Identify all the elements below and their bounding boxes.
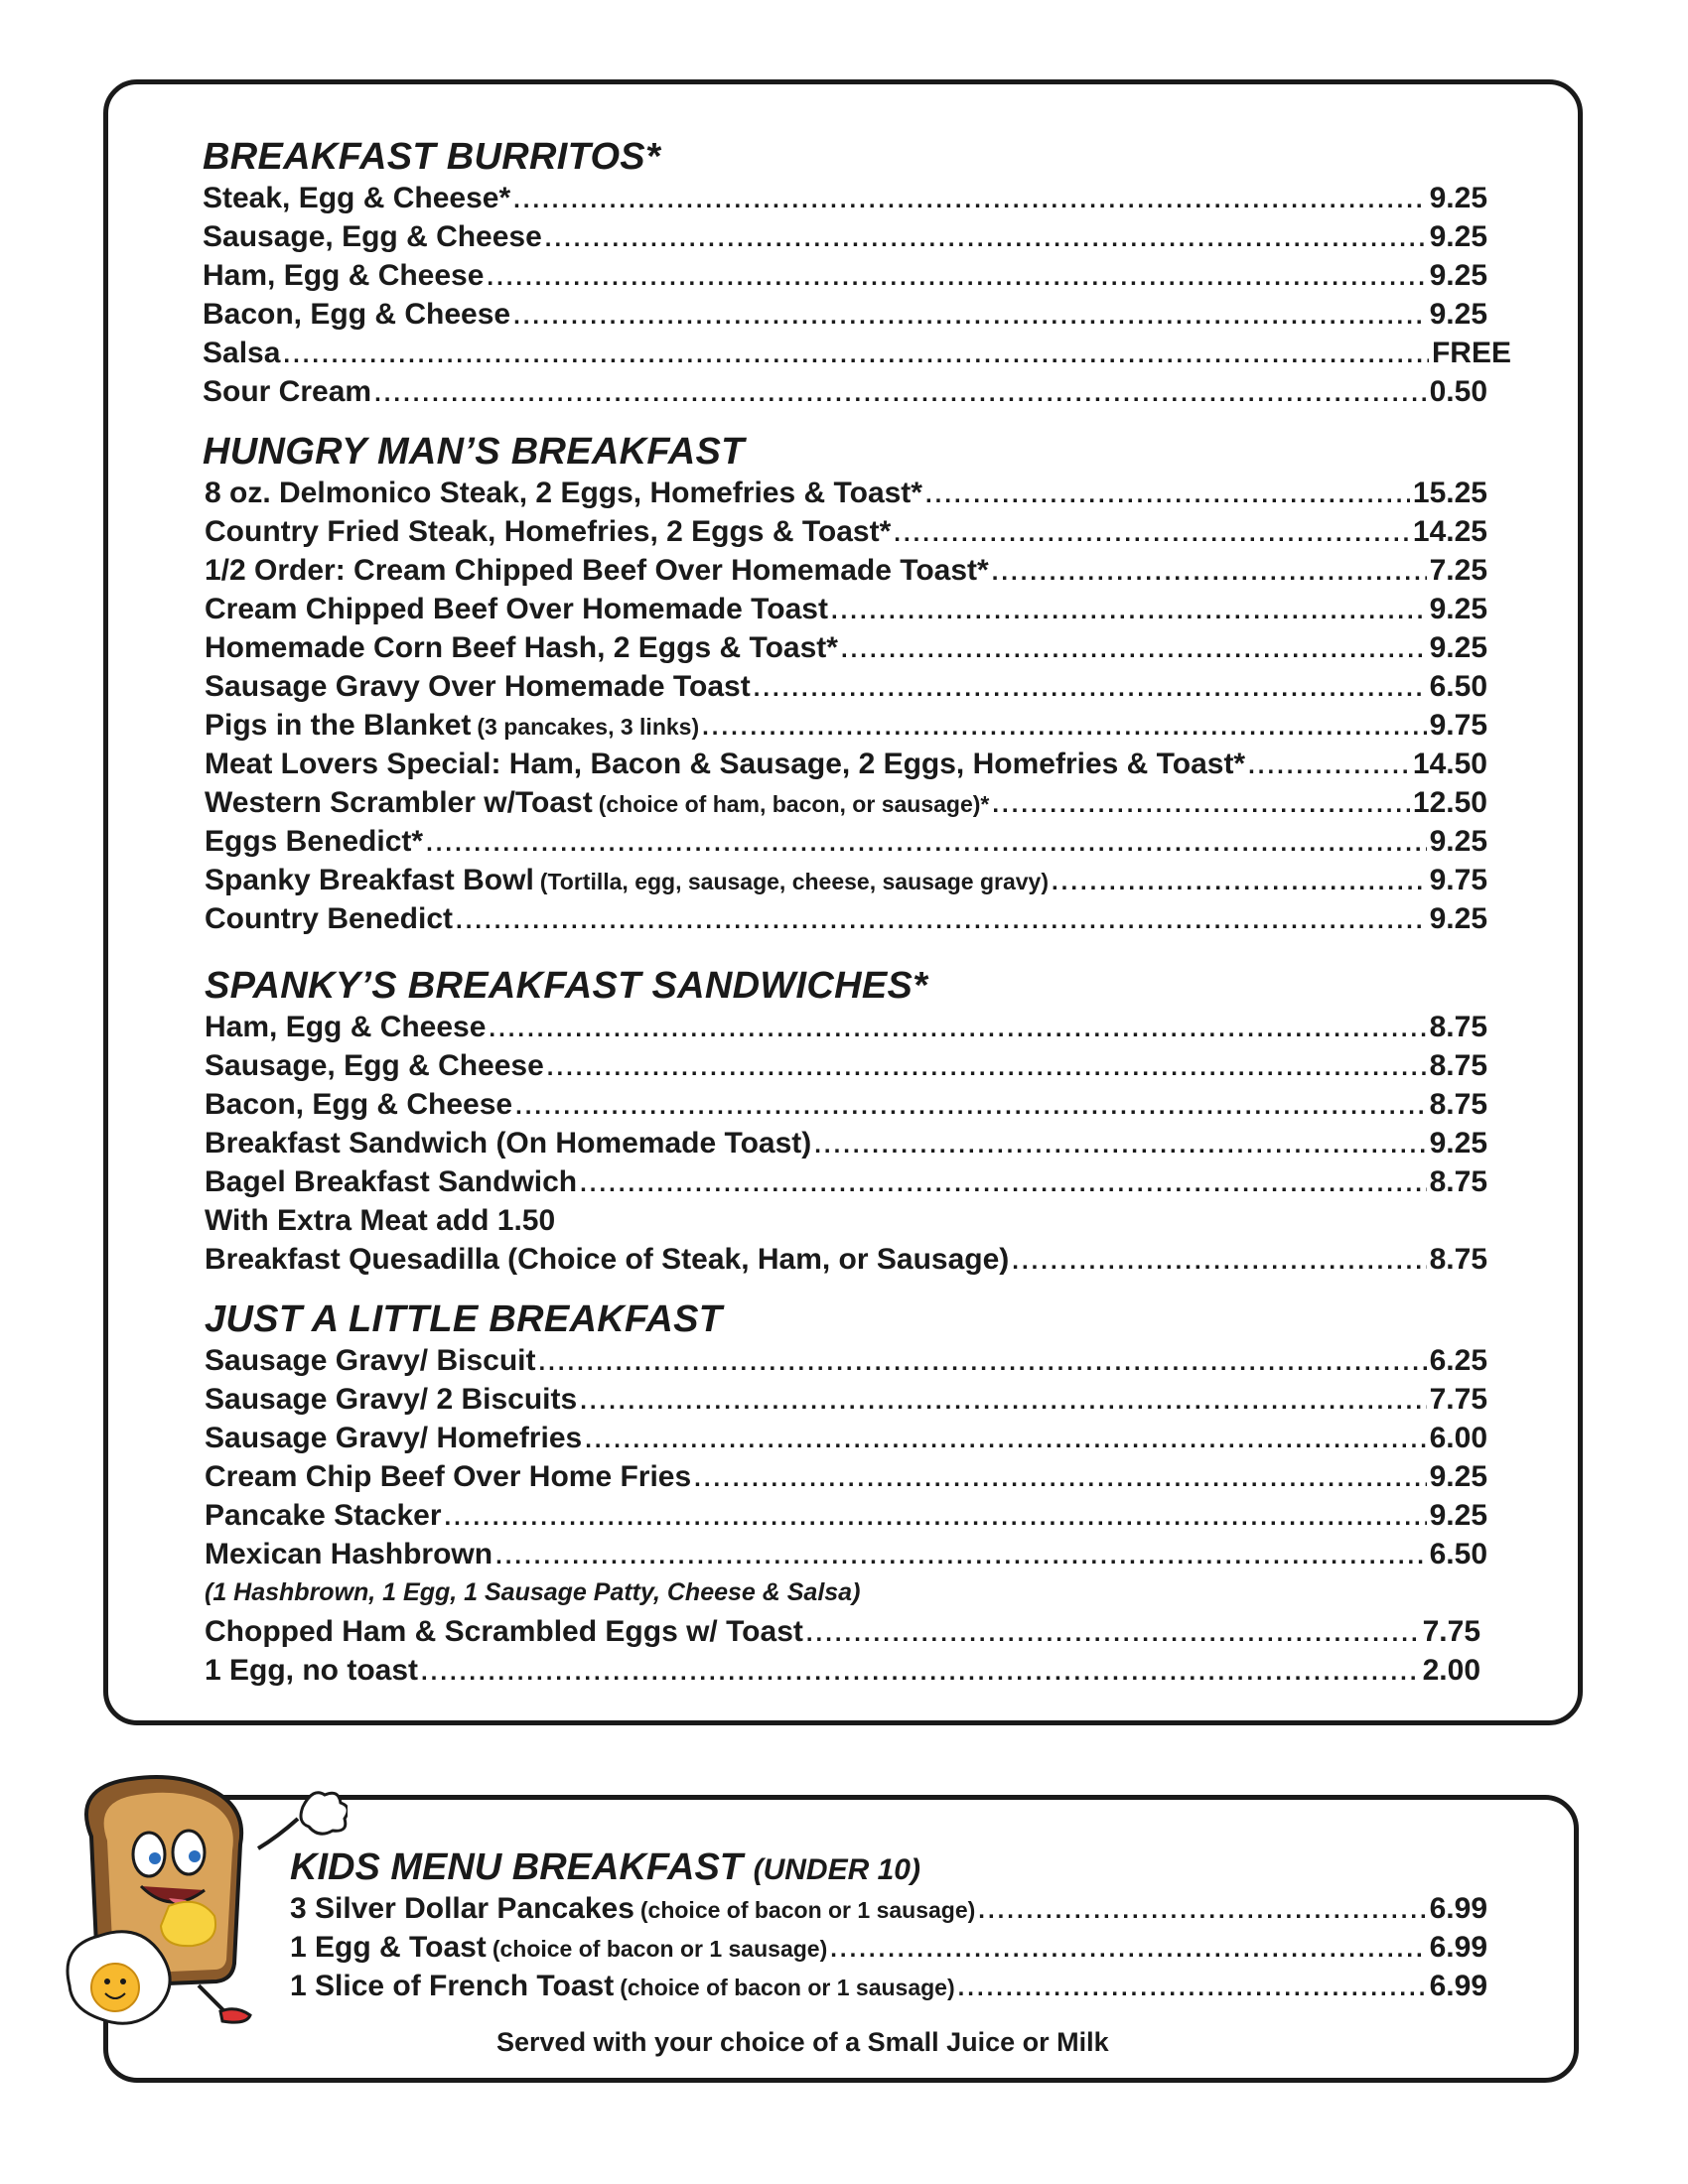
- menu-item: Mexican Hashbrown ..... 6.50: [205, 1540, 1487, 1570]
- kids-section-title: KIDS MENU BREAKFAST (UNDER 10): [290, 1846, 920, 1888]
- fried-egg-icon: [68, 1932, 170, 2023]
- menu-item: Sausage, Egg & Cheese ..... 8.75: [205, 1051, 1487, 1081]
- section-title-sandwiches: SPANKY’S BREAKFAST SANDWICHES*: [205, 965, 928, 1007]
- menu-item: Cream Chip Beef Over Home Fries ..... 9.25: [205, 1462, 1487, 1492]
- menu-item: Ham, Egg & Cheese ..... 9.25: [203, 261, 1487, 291]
- menu-item: 1 Slice of French Toast (choice of bacon or 1 sausage) ..... 6.99: [290, 1972, 1487, 2001]
- menu-item: Steak, Egg & Cheese* ..... 9.25: [203, 184, 1487, 213]
- menu-item: Sausage Gravy/ Homefries ..... 6.00: [205, 1424, 1487, 1453]
- menu-item: Bagel Breakfast Sandwich ..... 8.75: [205, 1167, 1487, 1197]
- section-title-little-breakfast: JUST A LITTLE BREAKFAST: [205, 1298, 723, 1340]
- kids-footer-note: Served with your choice of a Small Juice or Milk: [496, 2027, 1109, 2057]
- section-title-hungry-man: HUNGRY MAN’S BREAKFAST: [203, 431, 745, 473]
- menu-item: Pigs in the Blanket (3 pancakes, 3 links) ..... 9.75: [205, 711, 1487, 741]
- menu-item: Pancake Stacker ..... 9.25: [205, 1501, 1487, 1531]
- menu-item: Homemade Corn Beef Hash, 2 Eggs & Toast* ..... 9.25: [205, 633, 1487, 663]
- waving-hand-icon: [258, 1793, 348, 1848]
- menu-item: Spanky Breakfast Bowl (Tortilla, egg, sausage, cheese, sausage gravy) ..... 9.75: [205, 866, 1487, 895]
- extra-meat-note: With Extra Meat add 1.50: [205, 1204, 556, 1237]
- menu-item: Ham, Egg & Cheese ..... 8.75: [205, 1013, 1487, 1042]
- menu-item: Sausage Gravy Over Homemade Toast ..... 6.50: [205, 672, 1487, 702]
- menu-item: 1/2 Order: Cream Chipped Beef Over Homemade Toast* ..... 7.25: [205, 556, 1487, 586]
- menu-item: 1 Egg, no toast ..... 2.00: [205, 1656, 1480, 1686]
- menu-item: Country Benedict ..... 9.25: [205, 904, 1487, 934]
- menu-item: Sour Cream ..... 0.50: [203, 377, 1487, 407]
- menu-item: Salsa ..... FREE: [203, 339, 1511, 368]
- menu-item: 8 oz. Delmonico Steak, 2 Eggs, Homefries & Toast* ..... 15.25: [205, 478, 1487, 508]
- menu-item: 3 Silver Dollar Pancakes (choice of bacon or 1 sausage) ..... 6.99: [290, 1894, 1487, 1924]
- menu-item: Breakfast Sandwich (On Homemade Toast) ..... 9.25: [205, 1129, 1487, 1159]
- hashbrown-note: (1 Hashbrown, 1 Egg, 1 Sausage Patty, Cheese & Salsa): [205, 1578, 861, 1606]
- menu-item: Sausage Gravy/ Biscuit ..... 6.25: [205, 1346, 1487, 1376]
- toast-mascot-illustration: [50, 1767, 348, 2035]
- menu-item: Chopped Ham & Scrambled Eggs w/ Toast ..... 7.75: [205, 1617, 1480, 1647]
- menu-item: Country Fried Steak, Homefries, 2 Eggs & Toast* ..... 14.25: [205, 517, 1487, 547]
- menu-item: Breakfast Quesadilla (Choice of Steak, Ham, or Sausage) ..... 8.75: [205, 1245, 1487, 1275]
- menu-item: Bacon, Egg & Cheese ..... 8.75: [205, 1090, 1487, 1120]
- menu-item: Cream Chipped Beef Over Homemade Toast ..... 9.25: [205, 595, 1487, 624]
- section-title-burritos: BREAKFAST BURRITOS*: [203, 136, 661, 178]
- menu-item: Western Scrambler w/Toast (choice of ham, bacon, or sausage)* ..... 12.50: [205, 788, 1487, 818]
- menu-item: 1 Egg & Toast (choice of bacon or 1 sausage) ..... 6.99: [290, 1933, 1487, 1963]
- menu-item: Sausage, Egg & Cheese ..... 9.25: [203, 222, 1487, 252]
- menu-item: Bacon, Egg & Cheese ..... 9.25: [203, 300, 1487, 330]
- menu-item: Eggs Benedict* ..... 9.25: [205, 827, 1487, 857]
- menu-item: Sausage Gravy/ 2 Biscuits ..... 7.75: [205, 1385, 1487, 1415]
- menu-item: Meat Lovers Special: Ham, Bacon & Sausage, 2 Eggs, Homefries & Toast* ..... 14.50: [205, 750, 1487, 779]
